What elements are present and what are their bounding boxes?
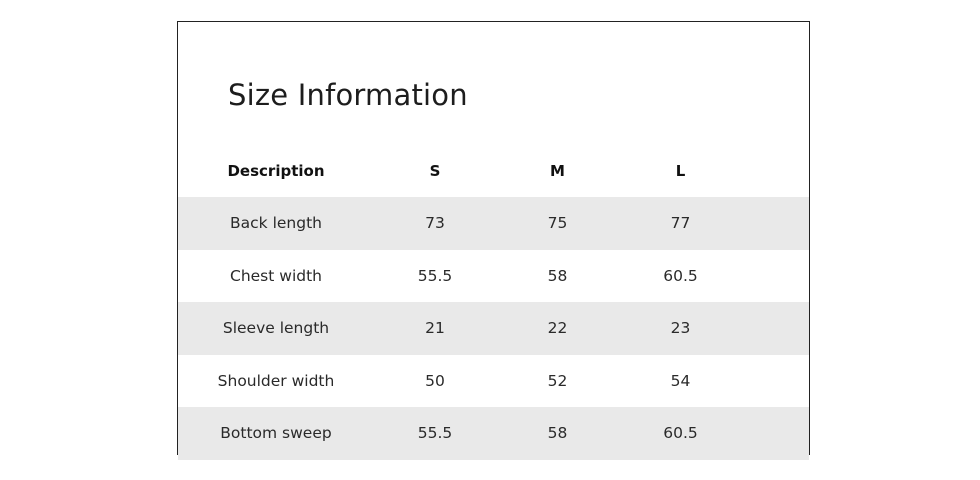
column-spacer bbox=[742, 144, 809, 197]
table-row bbox=[178, 197, 809, 250]
size-table bbox=[178, 144, 809, 460]
table-row bbox=[178, 355, 809, 408]
cell-description: Shoulder width bbox=[178, 355, 374, 408]
cell-m: 22 bbox=[496, 302, 619, 355]
cell-m: 75 bbox=[496, 197, 619, 250]
table-header-row bbox=[178, 144, 809, 197]
cell-description: Back length bbox=[178, 197, 374, 250]
table-row bbox=[178, 302, 809, 355]
cell-m: 52 bbox=[496, 355, 619, 408]
cell-l: 77 bbox=[619, 197, 742, 250]
table-row bbox=[178, 250, 809, 303]
cell-spacer bbox=[742, 407, 809, 460]
cell-l: 60.5 bbox=[619, 250, 742, 303]
cell-l: 23 bbox=[619, 302, 742, 355]
cell-m: 58 bbox=[496, 407, 619, 460]
cell-s: 21 bbox=[374, 302, 496, 355]
cell-description: Chest width bbox=[178, 250, 374, 303]
table-row bbox=[178, 407, 809, 460]
page-title: Size Information bbox=[228, 78, 468, 112]
cell-l: 54 bbox=[619, 355, 742, 408]
cell-spacer bbox=[742, 302, 809, 355]
cell-s: 55.5 bbox=[374, 250, 496, 303]
size-information-card bbox=[177, 21, 810, 455]
cell-spacer bbox=[742, 250, 809, 303]
cell-s: 73 bbox=[374, 197, 496, 250]
cell-description: Bottom sweep bbox=[178, 407, 374, 460]
column-header-s: S bbox=[429, 161, 441, 180]
cell-s: 55.5 bbox=[374, 407, 496, 460]
cell-description: Sleeve length bbox=[178, 302, 374, 355]
cell-spacer bbox=[742, 355, 809, 408]
cell-l: 60.5 bbox=[619, 407, 742, 460]
cell-s: 50 bbox=[374, 355, 496, 408]
cell-spacer bbox=[742, 197, 809, 250]
column-header-l: L bbox=[675, 161, 686, 180]
column-header-m: M bbox=[550, 161, 565, 180]
column-header-description: Description bbox=[227, 161, 325, 180]
cell-m: 58 bbox=[496, 250, 619, 303]
